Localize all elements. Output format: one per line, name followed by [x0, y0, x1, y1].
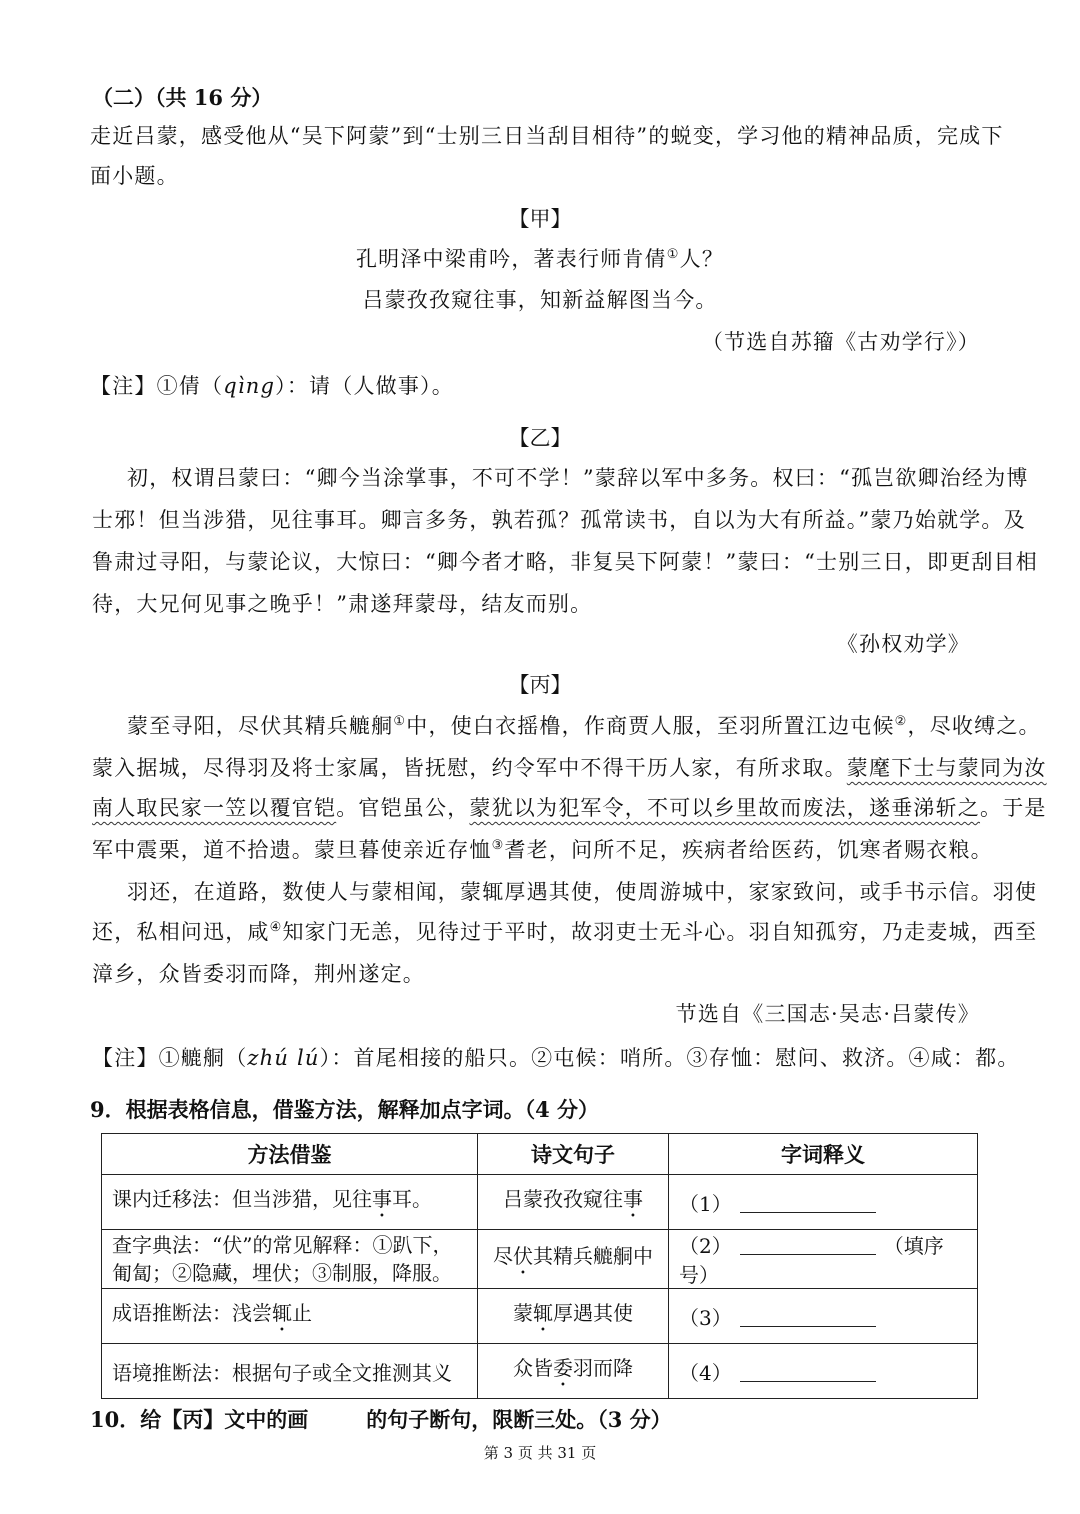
header-sentence: 诗文句子 [478, 1134, 669, 1175]
question-10-text: 10．给【丙】文中的画 [90, 1407, 309, 1432]
bing-text: 中，使白衣摇橹，作商贾人服，至羽所置江边屯候 [406, 714, 895, 738]
sentence-cell [478, 1175, 669, 1230]
table-row [102, 1230, 978, 1289]
dotted-word: 辄 [272, 1300, 292, 1325]
table-header-row [102, 1134, 978, 1175]
answer-number: （3） [679, 1305, 732, 1330]
header-method: 方法借鉴 [102, 1134, 478, 1175]
fill-hint: （填序号） [679, 1234, 944, 1287]
sentence-cell [478, 1230, 669, 1289]
sentence-text: 其精兵𦪇𦨴中 [533, 1243, 653, 1268]
bing-label: 【丙】 [508, 673, 572, 697]
bing-p1-line-4 [92, 834, 993, 864]
question-9-table [101, 1133, 978, 1399]
method-cell [102, 1175, 478, 1230]
bing-p2-line-3: 漳乡，众皆委羽而降，荆州遂定。 [92, 962, 425, 986]
dotted-word: 事 [372, 1186, 392, 1211]
intro-line-2: 面小题。 [90, 164, 179, 188]
note-marker: ④ [269, 920, 283, 935]
method-cell [102, 1230, 478, 1289]
dotted-word: 事 [623, 1186, 643, 1211]
method-cell [102, 1289, 478, 1344]
method-text: 查字典法：“伏”的常见解释：①趴下， [112, 1233, 453, 1257]
yi-line-3: 鲁肃过寻阳，与蒙论议，大惊曰：“卿今者才略，非复吴下阿蒙！”蒙曰：“士别三日，即更刮目相 [92, 550, 1039, 574]
sentence-cell [478, 1344, 669, 1399]
bing-text: 耆老，问所不足，疾病者给医药，饥寒者赐衣粮。 [504, 838, 993, 862]
jia-note-b: ）：请（人做事）。 [275, 374, 454, 398]
table-row [102, 1344, 978, 1399]
section-header: （二）（共 16 分） [92, 85, 273, 110]
sentence-text: 蒙 [513, 1300, 533, 1325]
bing-source: 节选自《三国志·吴志·吕蒙传》 [675, 1002, 980, 1026]
question-10 [90, 1404, 672, 1434]
bing-text: ，尽收缚之。 [907, 714, 1041, 738]
bing-p2-line-2 [92, 916, 1037, 946]
bing-text: 军中震栗，道不拾遗。蒙旦暮使亲近存恤 [92, 838, 492, 862]
sentence-cell [478, 1289, 669, 1344]
note-marker: ② [894, 714, 908, 729]
answer-cell [669, 1230, 978, 1289]
table-row [102, 1289, 978, 1344]
method-text: 语境推断法：根据句子或全文推测其义 [112, 1360, 452, 1385]
wavy-underlined-text: 蒙麾下士与蒙同为汝 [846, 756, 1047, 780]
pinyin: qìng [223, 374, 276, 398]
yi-line-1: 初，权谓吕蒙曰：“卿今当涂掌事，不可不学！”蒙辞以军中多务。权曰：“孤岂欲卿治经为博 [127, 466, 1029, 490]
method-text: 课内迁移法：但当涉猎，见往 [112, 1186, 372, 1211]
bing-text: 知家门无恙，见待过于平时，故羽吏士无斗心。羽自知孤穷，乃走麦城，西至 [282, 920, 1038, 944]
bing-p1-line-3 [92, 792, 1047, 822]
bing-note [92, 1042, 1020, 1072]
header-meaning: 字词释义 [669, 1134, 978, 1175]
note-marker: ① [393, 714, 407, 729]
method-text: 止 [292, 1300, 312, 1325]
jia-label: 【甲】 [508, 207, 572, 231]
answer-blank[interactable] [740, 1308, 876, 1327]
answer-blank[interactable] [740, 1236, 876, 1255]
dotted-word: 委 [553, 1355, 573, 1380]
bing-p1-line-2 [92, 752, 1047, 782]
jia-poem-line-2: 吕蒙孜孜窥往事，知新益解图当今。 [362, 288, 718, 312]
yi-label: 【乙】 [508, 426, 572, 450]
jia-line1-end: 人？ [679, 247, 725, 271]
jia-poem-line-1 [0, 243, 1080, 273]
method-cell [102, 1344, 478, 1399]
answer-number: （2） [679, 1234, 732, 1258]
method-text: 匍匐；②隐藏，埋伏；③制服，降服。 [112, 1261, 452, 1285]
dotted-word: 辄 [533, 1300, 553, 1325]
question-9-title: 9．根据表格信息，借鉴方法，解释加点字词。（4 分） [90, 1097, 600, 1122]
answer-cell [669, 1289, 978, 1344]
answer-cell [669, 1344, 978, 1399]
answer-blank[interactable] [740, 1363, 876, 1382]
bing-note-a: 【注】①𦪇𦨴（ [92, 1046, 248, 1070]
sentence-text: 尽 [493, 1243, 513, 1268]
table-row [102, 1175, 978, 1230]
wavy-line-sample [308, 1409, 366, 1427]
bing-text: 蒙入据城，尽得羽及将士家属，皆抚慰，约令军中不得干历人家，有所求取。 [92, 756, 847, 780]
bing-text: 蒙至寻阳，尽伏其精兵𦪇𦨴 [127, 714, 394, 738]
bing-text: 。于是 [980, 796, 1047, 820]
page-number: 第 3 页 共 31 页 [483, 1444, 597, 1462]
answer-number: （1） [679, 1191, 732, 1216]
jia-line1-text: 孔明泽中梁甫吟，著表行师肯倩 [355, 247, 667, 271]
jia-source: （节选自苏籀《古劝学行》） [701, 330, 980, 354]
answer-blank[interactable] [740, 1194, 876, 1213]
yi-source: 《孙权劝学》 [836, 632, 970, 656]
method-text: 成语推断法：浅尝 [112, 1300, 272, 1325]
dotted-word: 伏 [513, 1243, 533, 1268]
question-10-text: 的句子断句，限断三处。（3 分） [366, 1407, 672, 1432]
sentence-text: 吕蒙孜孜窥往 [503, 1186, 623, 1211]
intro-line-1: 走近吕蒙，感受他从“吴下阿蒙”到“士别三日当刮目相待”的蜕变，学习他的精神品质，完成下 [90, 124, 1004, 148]
note-marker: ③ [491, 838, 505, 853]
yi-line-4: 待，大兄何见事之晚乎！”肃遂拜蒙母，结友而别。 [92, 592, 593, 616]
note-marker: ① [666, 247, 680, 262]
bing-text: 还，私相问迅，咸 [92, 920, 270, 944]
jia-note [90, 370, 454, 400]
wavy-underlined-text: 蒙犹以为犯军令，不可以乡里故而废法，遂垂涕斩之 [469, 796, 981, 820]
pinyin: zhú lú [247, 1046, 320, 1070]
method-text: 耳。 [392, 1186, 432, 1211]
bing-p2-line-1: 羽还，在道路，数使人与蒙相闻，蒙辄厚遇其使，使周游城中，家家致问，或手书示信。羽使 [127, 880, 1038, 904]
sentence-text: 羽而降 [573, 1355, 633, 1380]
bing-p1-line-1 [127, 710, 1041, 740]
wavy-underlined-text: 南人取民家一笠以覆官铠 [92, 796, 337, 820]
sentence-text: 众皆 [513, 1355, 553, 1380]
jia-note-a: 【注】①倩（ [90, 374, 224, 398]
sentence-text: 厚遇其使 [553, 1300, 633, 1325]
yi-line-2: 士邪！但当涉猎，见往事耳。卿言多务，孰若孤？孤常读书，自以为大有所益。”蒙乃始就学。及 [92, 508, 1026, 532]
answer-number: （4） [679, 1360, 732, 1385]
bing-text: 。官铠虽公， [336, 796, 470, 820]
answer-cell [669, 1175, 978, 1230]
bing-note-b: ）：首尾相接的船只。②屯候：哨所。③存恤：慰问、救济。④咸：都。 [319, 1046, 1020, 1070]
